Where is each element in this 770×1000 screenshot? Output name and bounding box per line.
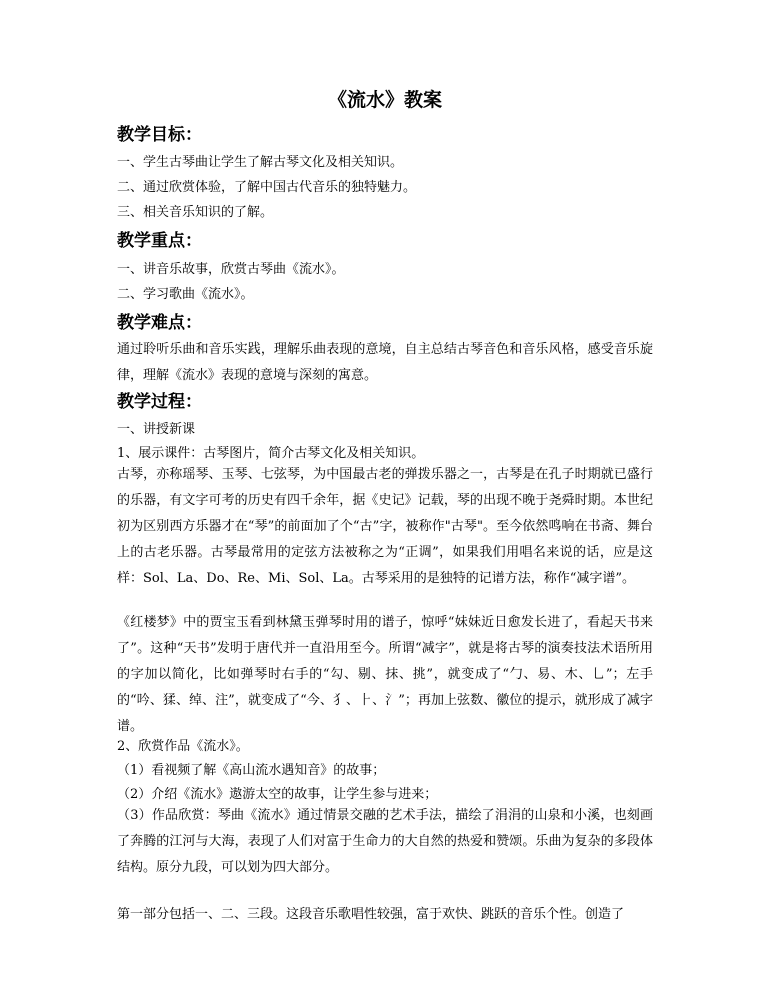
process-sub-item-3: （3）作品欣赏：琴曲《流水》通过情景交融的艺术手法，描绘了涓涓的山泉和小溪，也刻画了奔腾的江河与大海，表现了人们对富于生命力的大自然的热爱和赞颂。乐曲为复杂的多段体结构。原分九段，可以划为四大部分。 [117, 808, 653, 875]
jianzipu-story-paragraph: 《红楼梦》中的贾宝玉看到林黛玉弹琴时用的谱子，惊呼“妹妹近日愈发长进了，看起天书来了”。这种“天书”发明于唐代并一直沿用至今。所谓“减字”，就是将古琴的演奏技法术语所用的字加以简化，比如弹琴时右手的“勾、剔、抹、挑”，就变成了“勹、易、木、乚”；左手的“吟、猱、绰、注”，就变成了“今、犭、⺊、氵”；再加上弦数、徽位的提示，就形成了减字谱。 [117, 615, 653, 734]
key-point-item-1: 一、讲音乐故事，欣赏古琴曲《流水》。 [117, 262, 345, 277]
process-section-1: 一、讲授新课 [117, 422, 196, 437]
process-heading: 教学过程： [117, 392, 202, 412]
objective-item-1: 一、学生古琴曲让学生了解古琴文化及相关知识。 [117, 155, 404, 170]
process-step-2: 2、欣赏作品《流水》。 [117, 739, 249, 754]
process-sub-item-2: （2）介绍《流水》遨游太空的故事，让学生参与进来； [117, 787, 438, 802]
difficulties-heading: 教学难点： [117, 313, 202, 333]
process-sub-item-1: （1）看视频了解《高山流水遇知音》的故事； [117, 763, 386, 778]
objective-item-2: 二、通过欣赏体验，了解中国古代音乐的独特魅力。 [117, 180, 417, 195]
process-step-1: 1、展示课件：古琴图片，简介古琴文化及相关知识。 [117, 446, 425, 461]
guqin-intro-paragraph: 古琴，亦称瑶琴、玉琴、七弦琴，为中国最古老的弹拨乐器之一，古琴是在孔子时期就已盛行的乐器，有文字可考的历史有四千余年，据《史记》记载，琴的出现不晚于尧舜时期。本世纪初为区别西方乐器才在“琴”的前面加了个“古”字，被称作"古琴"。至今依然鸣响在书斋、舞台上的古老乐器。古琴最常用的定弦方法被称之为“正调”，如果我们用唱名来说的话，应是这样：Sol、La、Do、Re、Mi、Sol、La。古琴采用的是独特的记谱方法，称作“减字谱”。 [117, 467, 653, 586]
part-1-paragraph: 第一部分包括一、二、三段。这段音乐歌唱性较强，富于欢快、跳跃的音乐个性。创造了 [117, 907, 625, 922]
key-points-heading: 教学重点： [117, 231, 202, 251]
objective-item-3: 三、相关音乐知识的了解。 [117, 205, 274, 220]
key-point-item-2: 二、学习歌曲《流水》。 [117, 287, 254, 302]
objectives-heading: 教学目标： [117, 125, 202, 145]
document-title: 《流水》教案 [327, 89, 442, 111]
difficulties-text: 通过聆听乐曲和音乐实践，理解乐曲表现的意境，自主总结古琴音色和音乐风格，感受音乐旋律，理解《流水》表现的意境与深刻的寓意。 [117, 342, 653, 383]
